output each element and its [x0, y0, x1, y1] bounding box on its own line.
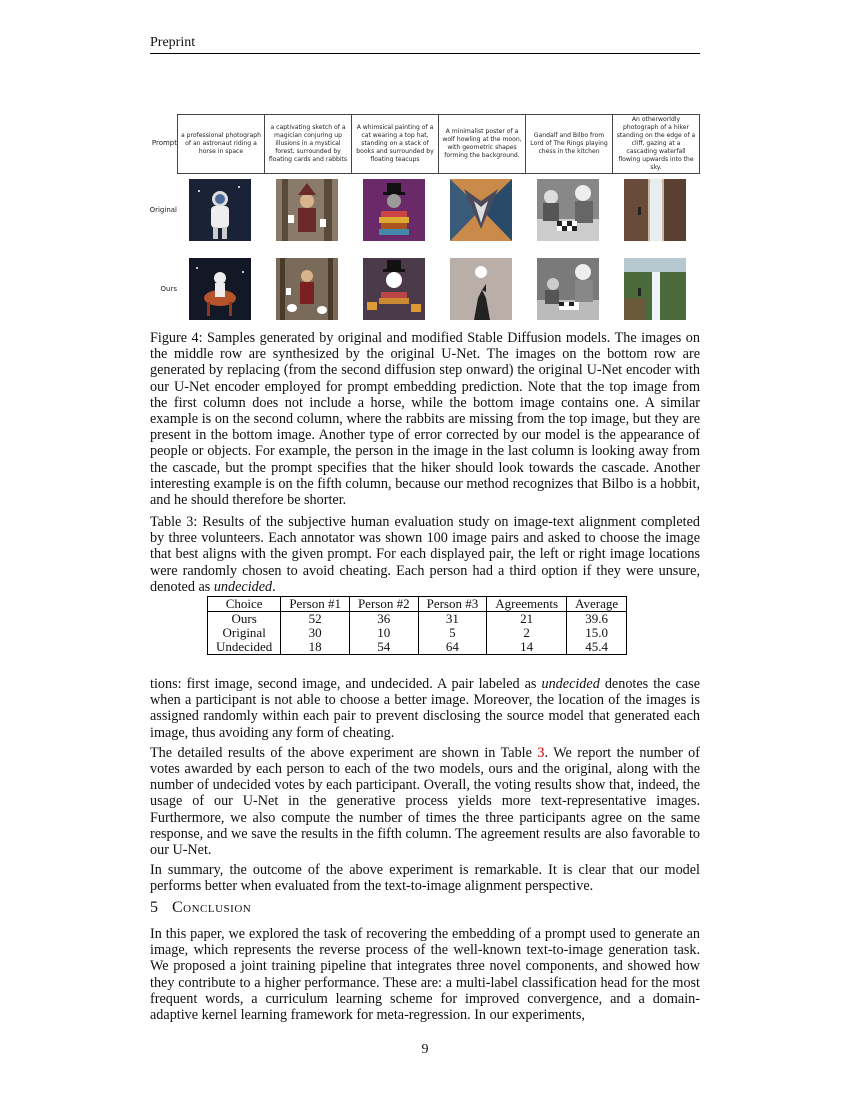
paragraph: In summary, the outcome of the above experiment is remarkable. It is clear that our model performs better when evaluated from the text-to-image alignment perspective.	[150, 862, 700, 895]
prompt-cell: An otherworldly photograph of a hiker standing on the edge of a cliff, gazing at a cascading waterfall flowing upwards into the sky.	[616, 116, 696, 171]
figure-caption-text: Figure 4: Samples generated by original and modified Stable Diffusion models. The images on the middle row are synthesized by the original U-Net. The images on the bottom row are generated by replacing (from the second diffusion step onward) the original U-Net encoder with our U-Net encoder employed for prompt embedding prediction. Note that the top image from the first column does not include a horse, while the bottom image contains one. A similar example is on the second column, where the rabbits are missing from the top image, but they are present in the bottom image. Another type of error corrected by our model is the appearance of people or objects. For example, the person in the image in the last column is looking away from the cascade, but the prompt specifies that the hiker should look towards the cascade. Another interesting example is on the fifth column, because our method recognizes that Bilbo is a hobbit, and he should therefore be shorter.	[150, 330, 700, 509]
results-table	[207, 596, 627, 655]
table-caption	[150, 514, 700, 595]
table-cell: Original	[208, 626, 281, 640]
gandalf-chess-image	[537, 179, 599, 241]
table-cell: Undecided	[208, 640, 281, 655]
cat-top-hat-image	[363, 179, 425, 241]
section-number: 5	[150, 899, 158, 916]
cat-teacups-image	[363, 258, 425, 320]
gandalf-bilbo-chess-image	[537, 258, 599, 320]
prompt-cell: a professional photograph of an astronaut riding a horse in space	[178, 115, 265, 173]
paragraph: In this paper, we explored the task of recovering the embedding of a prompt used to generate an image, which represents the reverse process of the well-known text-to-image generation task. We proposed a joint training pipeline that integrates three novel components, and showed how they contribute to a higher performance. These are: a multi-label classification head for the most frequent words, a curriculum learning scheme for improved convergence, and a domain-adaptive kernel learning framework for meta-regression. In our experiments,	[150, 926, 700, 1024]
row-label-ours: Ours	[160, 285, 177, 293]
table-row	[208, 612, 627, 627]
magician-rabbits-image	[276, 258, 338, 320]
table-cell: 64	[418, 640, 487, 655]
magician-sketch-image	[276, 179, 338, 241]
waterfall-hiker-image	[624, 179, 686, 241]
table-cell: 45.4	[567, 640, 627, 655]
table-cell: 30	[281, 626, 350, 640]
paragraph: tions: first image, second image, and undecided. A pair labeled as undecided denotes the case when a participant is not able to choose a better image. Moreover, the location of the images is assigned randomly within each pair to prevent disclosing the source model that generated each image, thus avoiding any form of cheating.	[150, 676, 700, 741]
table-header: Agreements	[487, 597, 567, 612]
astronaut-horse-image	[189, 258, 251, 320]
table-header: Person #3	[418, 597, 487, 612]
running-header: Preprint	[150, 35, 196, 50]
section-heading	[150, 899, 251, 917]
results-table-wrap	[207, 596, 627, 655]
table-cell: 14	[487, 640, 567, 655]
table-cell: 15.0	[567, 626, 627, 640]
table-caption-text: Table 3: Results of the subjective human evaluation study on image-text alignment completed by three volunteers. Each annotator was shown 100 image pairs and asked to choose the image that best aligns with the given prompt. For each displayed pair, the left or right image locations were randomly chosen to avoid cheating. Each person had a third option if they were unsure, denoted as undecided.	[150, 514, 700, 595]
table-cell: 10	[349, 626, 418, 640]
table-header: Person #1	[281, 597, 350, 612]
prompt-cell: Gandalf and Bilbo from Lord of The Rings playing chess in the kitchen	[526, 115, 613, 173]
table-header: Person #2	[349, 597, 418, 612]
wolf-poster-image	[450, 179, 512, 241]
row-label-prompt: Prompt	[151, 139, 177, 147]
astronaut-image	[189, 179, 251, 241]
table-row	[208, 640, 627, 655]
wolf-moon-image	[450, 258, 512, 320]
table-header: Average	[567, 597, 627, 612]
table-cell: 52	[281, 612, 350, 627]
table-reference-link[interactable]: 3	[537, 744, 545, 761]
table-header-row	[208, 597, 627, 612]
section-title: Conclusion	[172, 899, 252, 916]
page-number: 9	[421, 1042, 429, 1057]
original-images-row	[177, 178, 698, 242]
prompt-grid	[177, 114, 700, 174]
paragraph: The detailed results of the above experiment are shown in Table 3. We report the number of votes awarded by each person to each of the two models, ours and the original, along with the number of undecided votes by each participant. Overall, the voting results show that, indeed, the usage of our U-Net in the generative process yields more text-representative images. Furthermore, we also compute the number of times the three participants agree on the same response, and we save the results in the fifth column. The agreement results are also favorable to our U-Net.	[150, 744, 700, 859]
table-row	[208, 626, 627, 640]
row-label-original: Original	[149, 206, 177, 214]
prompt-cell: a captivating sketch of a magician conjuring up illusions in a mystical forest, surrounded by floating cards and rabbits	[265, 115, 352, 173]
table-cell: 39.6	[567, 612, 627, 627]
table-cell: 36	[349, 612, 418, 627]
prompt-cell: A whimsical painting of a cat wearing a top hat, standing on a stack of books and surrounded by floating teacups	[352, 115, 439, 173]
table-cell: 31	[418, 612, 487, 627]
figure-caption	[150, 330, 700, 508]
table-cell: 2	[487, 626, 567, 640]
table-cell: Ours	[208, 612, 281, 627]
prompt-cell: A minimalist poster of a wolf howling at the moon, with geometric shapes forming the background.	[439, 115, 526, 173]
hiker-waterfall-image	[624, 258, 686, 320]
body-paragraphs	[150, 676, 700, 899]
table-header: Choice	[208, 597, 281, 612]
table-cell: 21	[487, 612, 567, 627]
table-cell: 54	[349, 640, 418, 655]
header-rule	[150, 53, 700, 54]
ours-images-row	[177, 257, 698, 321]
figure-4	[139, 114, 700, 324]
table-cell: 18	[281, 640, 350, 655]
conclusion-text	[150, 926, 700, 1027]
table-cell: 5	[418, 626, 487, 640]
